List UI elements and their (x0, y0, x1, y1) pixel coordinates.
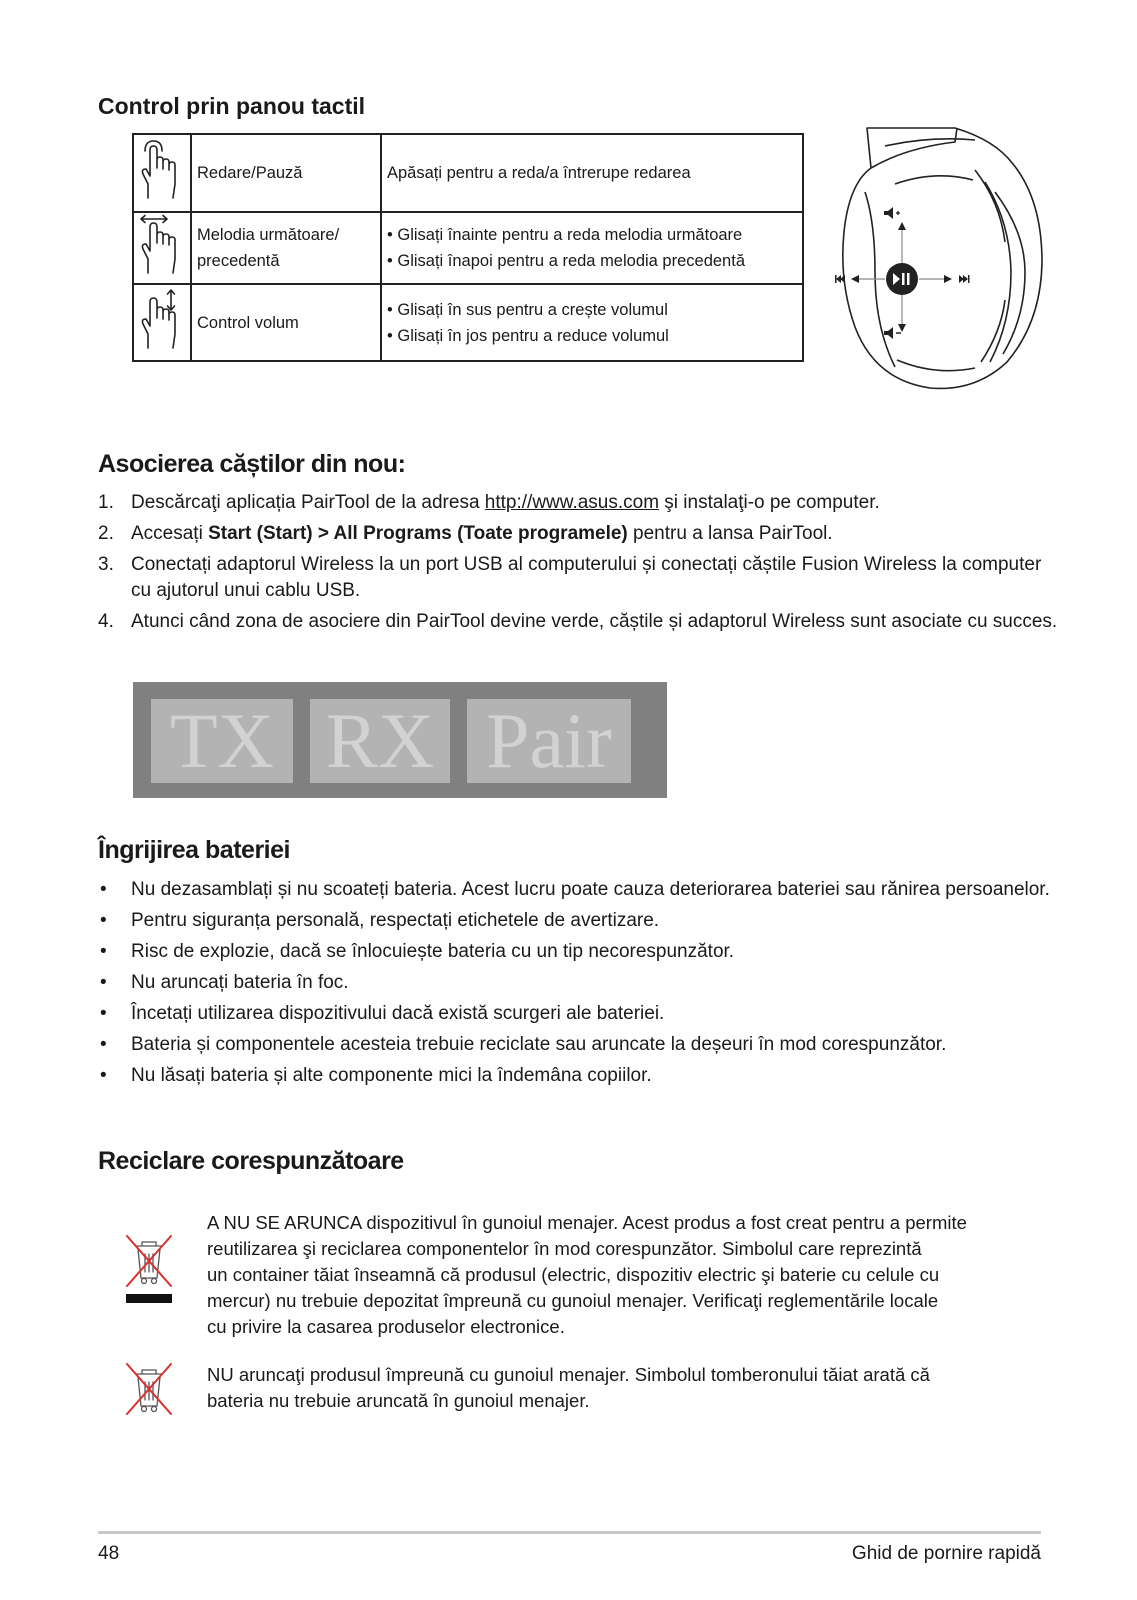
section-title-touch-panel: Control prin panou tactil (98, 93, 366, 119)
control-description: • Glisați în sus pentru a crește volumul • Glisați în jos pentru a reduce volumul (381, 284, 803, 361)
table-row (133, 284, 803, 361)
pairtool-status-bar (133, 682, 667, 798)
list-item: 2. Accesați Start (Start) > All Programs (Toate programele) pentru a lansa PairTool. (98, 523, 833, 544)
crossed-bin-icon (124, 1232, 174, 1306)
control-label: Melodia următoare/ precedentă (191, 212, 381, 284)
list-item: • Bateria și componentele acesteia trebuie reciclate sau aruncate la deșeuri în mod corespunzător. (98, 1032, 1058, 1058)
rx-indicator: RX (310, 699, 450, 783)
control-label: Control volum (191, 284, 381, 361)
table-row (133, 212, 803, 284)
list-item: 3. Conectați adaptorul Wireless la un port USB al computerului și conectați căștile Fusion Wireless la computer cu ajutorul unui cablu USB. (98, 554, 1042, 601)
battery-care-list (98, 877, 1058, 1094)
table-row (133, 134, 803, 212)
list-item: • Pentru siguranța personală, respectați etichetele de avertizare. (98, 908, 1058, 934)
list-item: • Nu aruncați bateria în foc. (98, 970, 1058, 996)
touch-controls-table (132, 133, 804, 362)
recycling-paragraph-battery: NU aruncaţi produsul împreună cu gunoiul menajer. Simbolul tomberonului tăiat arată că bateria nu trebuie aruncată în gunoiul menajer. (207, 1364, 930, 1411)
list-item: 1. Descărcaţi aplicația PairTool de la adresa http://www.asus.com şi instalaţi-o pe computer. (98, 492, 880, 513)
section-title-recycling: Reciclare corespunzătoare (98, 1147, 404, 1175)
recycling-paragraph-device: A NU SE ARUNCA dispozitivul în gunoiul menajer. Acest produs a fost creat pentru a permite reutilizarea şi reciclarea componentelor în mod corespunzător. Simbolul care reprezintă un container tăiat înseamnă că produsul (electric, dispozitiv electric şi baterie cu celule cu mercur) nu trebuie depozitat împreună cu gunoiul menajer. Verificaţi reglementările locale cu privire la casarea produselor electronice. (207, 1212, 967, 1337)
control-description: Apăsați pentru a reda/a întrerupe redarea (381, 134, 803, 212)
crossed-bin-battery-icon (124, 1362, 174, 1418)
list-item: • Risc de explozie, dacă se înlocuiește bateria cu un tip necorespunzător. (98, 939, 1058, 965)
headset-earcup-illustration (835, 122, 1045, 394)
footer-divider (98, 1531, 1041, 1534)
tx-indicator: TX (151, 699, 293, 783)
list-item: • Nu dezasamblați și nu scoateți bateria. Acest lucru poate cauza deteriorarea bateriei sau rănirea persoanelor. (98, 877, 1058, 903)
swipe-vertical-hand-icon (133, 284, 191, 361)
tap-hand-icon (133, 134, 191, 212)
control-description: • Glisați înainte pentru a reda melodia următoare • Glisați înapoi pentru a reda melodia precedentă (381, 212, 803, 284)
pair-indicator: Pair (467, 699, 631, 783)
section-title-pairing: Asocierea căștilor din nou: (98, 450, 406, 478)
pairing-steps-list (98, 490, 1058, 640)
list-item: • Încetați utilizarea dispozitivului dacă există scurgeri ale bateriei. (98, 1001, 1058, 1027)
footer-document-title: Ghid de pornire rapidă (851, 1543, 1041, 1564)
page-number: 48 (98, 1543, 120, 1564)
control-label: Redare/Pauză (191, 134, 381, 212)
list-item: 4. Atunci când zona de asociere din PairTool devine verde, căștile și adaptorul Wireless sunt asociate cu succes. (98, 611, 1058, 632)
list-item: • Nu lăsați bateria și alte componente mici la îndemâna copiilor. (98, 1063, 1058, 1089)
asus-website-link[interactable]: http://www.asus.com (484, 492, 660, 513)
section-title-battery: Îngrijirea bateriei (98, 836, 290, 864)
swipe-horizontal-hand-icon (133, 212, 191, 284)
